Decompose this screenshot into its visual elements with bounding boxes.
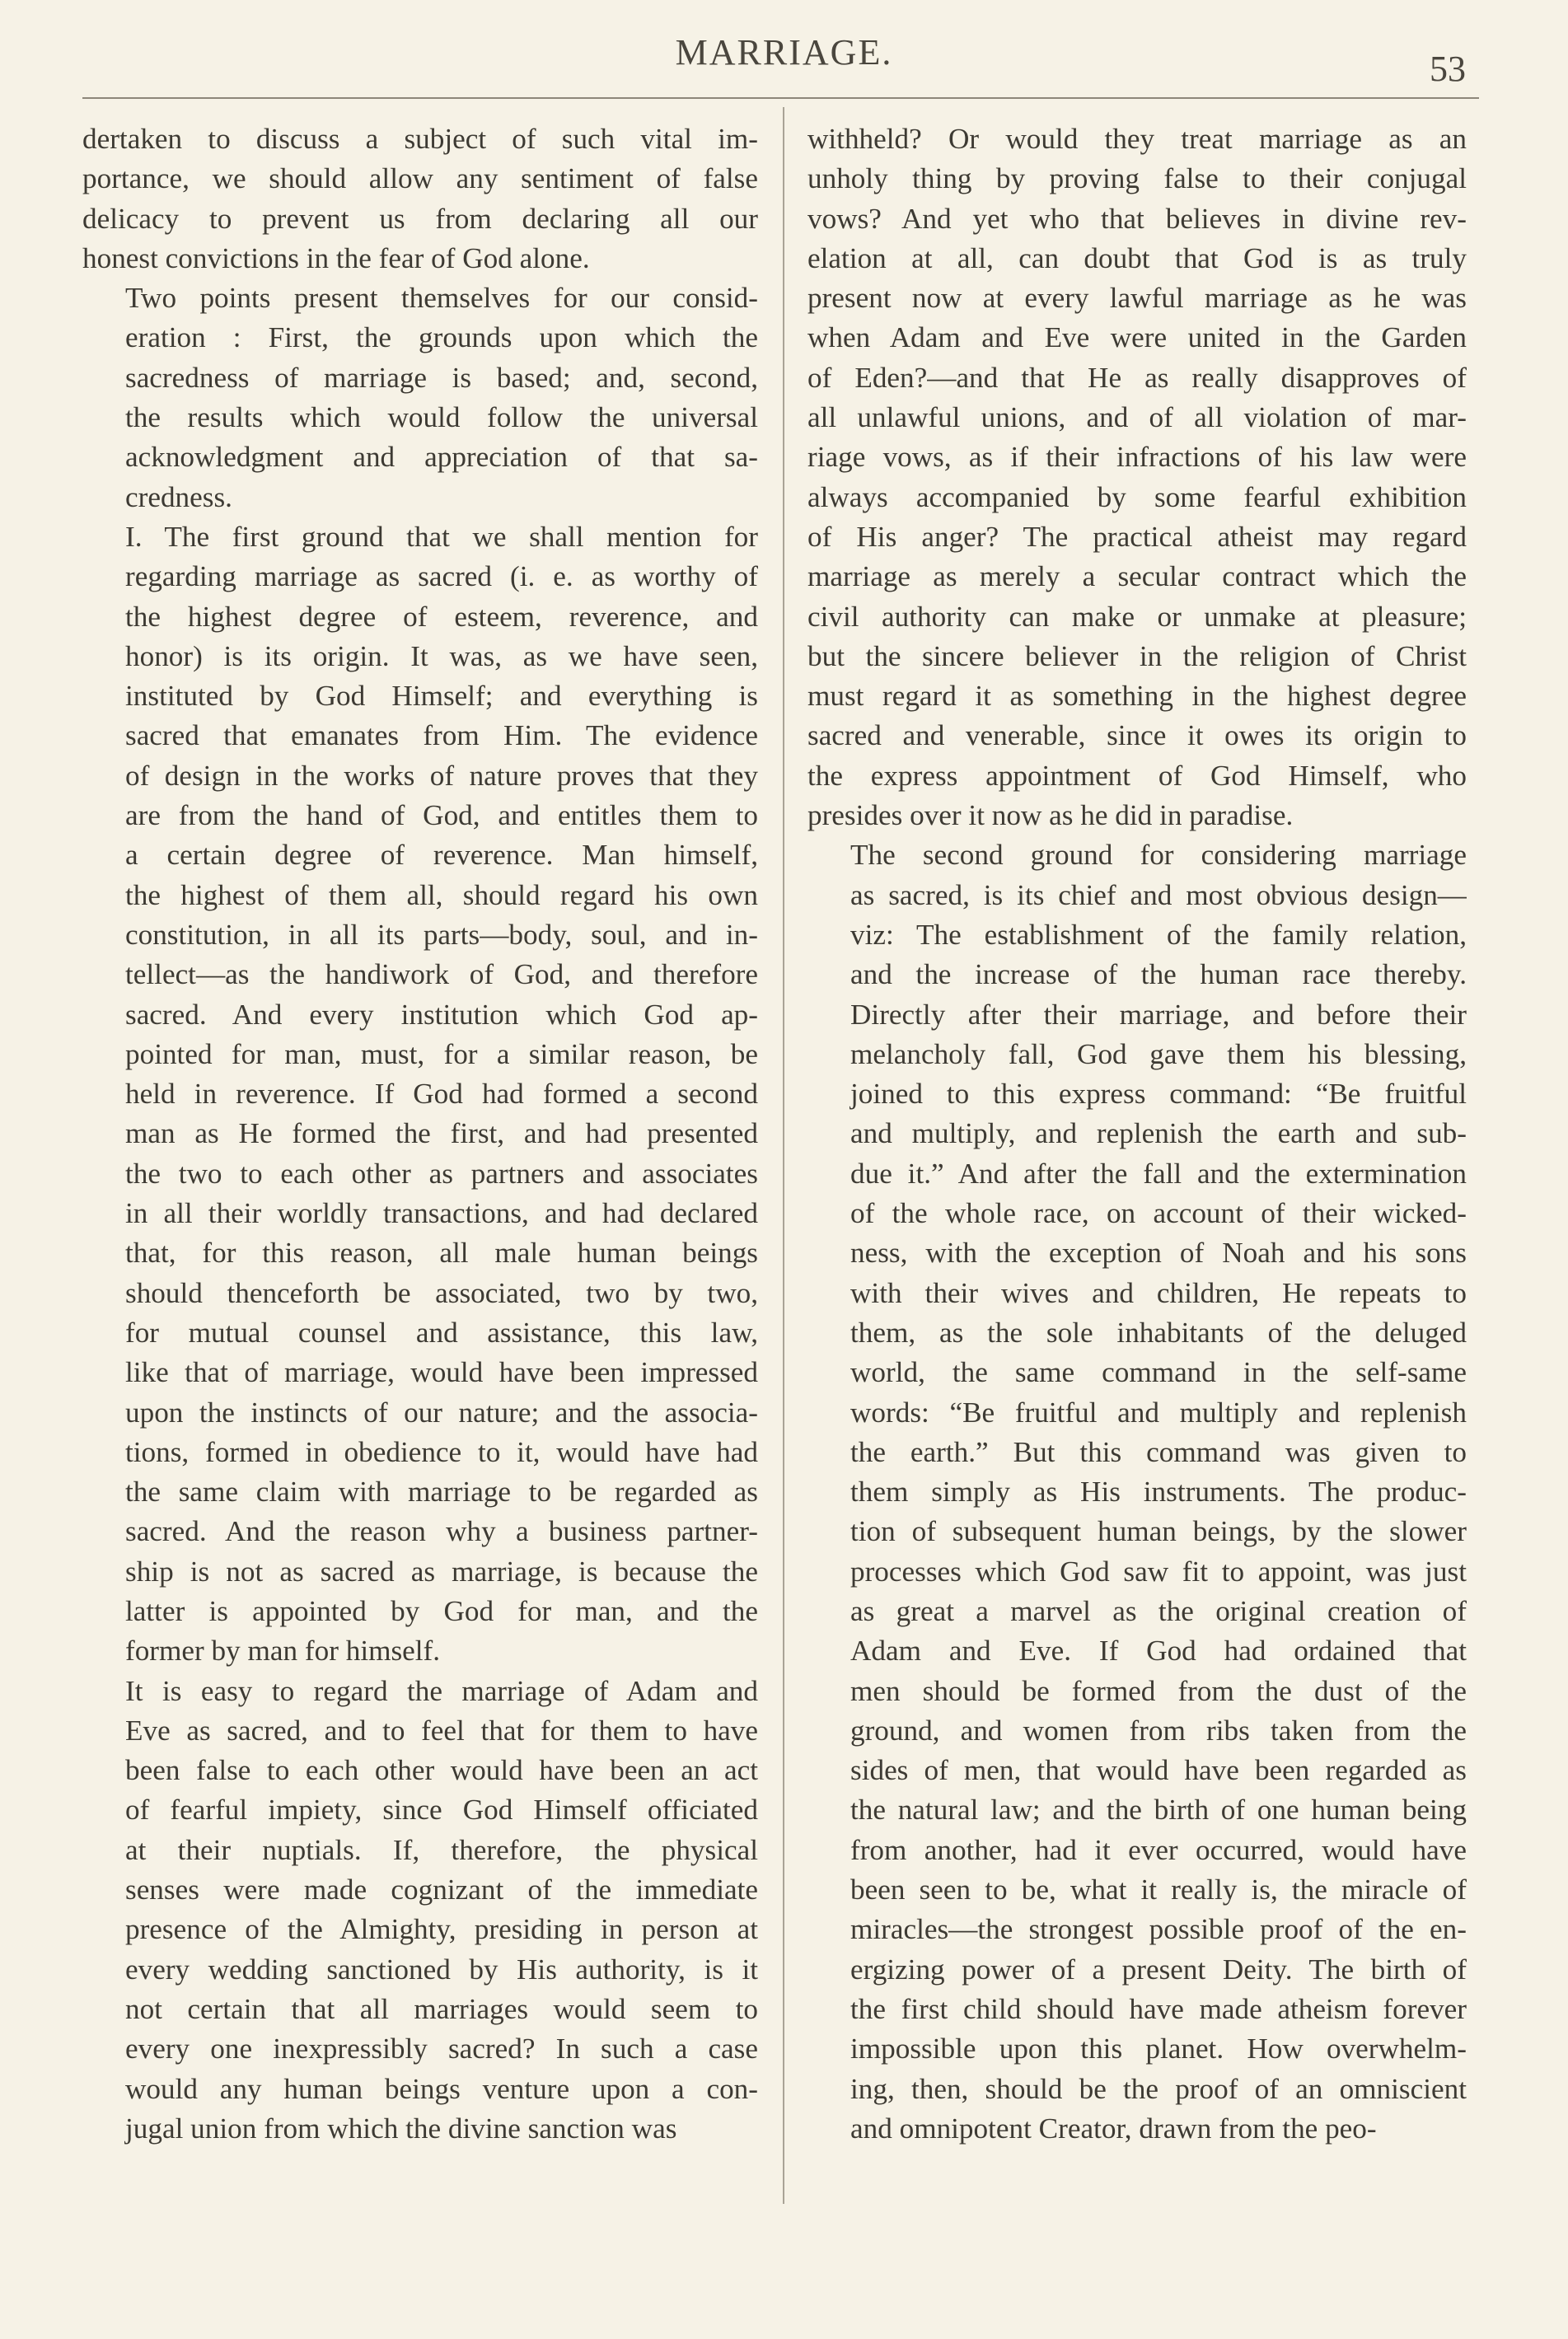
text-line: portance, we should allow any sentiment of false — [82, 162, 758, 195]
text-line: civil authority can make or unmake at pleasure; — [807, 600, 1467, 633]
text-line: the natural law; and the birth of one human being — [850, 1794, 1467, 1827]
text-line: dertaken to discuss a subject of such vital im- — [82, 123, 758, 155]
paragraph — [82, 278, 758, 517]
text-line: acknowledgment and appreciation of that sa- — [125, 441, 758, 474]
text-line: ing, then, should be the proof of an omniscient — [850, 2072, 1467, 2105]
text-line: a certain degree of reverence. Man himself, — [125, 839, 758, 872]
text-line: delicacy to prevent us from declaring all our — [82, 202, 758, 235]
text-line: that, for this reason, all male human beings — [125, 1237, 758, 1270]
text-line: for mutual counsel and assistance, this law, — [125, 1316, 758, 1349]
text-line: credness. — [125, 480, 232, 513]
text-line: ship is not as sacred as marriage, is because the — [125, 1555, 758, 1588]
text-line: men should be formed from the dust of the — [850, 1674, 1467, 1707]
text-line: and the increase of the human race thereby. — [850, 958, 1467, 991]
text-line: former by man for himself. — [125, 1635, 441, 1668]
text-line: as great a marvel as the original creation of — [850, 1594, 1467, 1627]
text-line: are from the hand of God, and entitles them to — [125, 799, 758, 832]
text-line: unholy thing by proving false to their conjugal — [807, 162, 1467, 195]
text-line: tion of subsequent human beings, by the slower — [850, 1515, 1467, 1548]
text-line: honor) is its origin. It was, as we have seen, — [125, 639, 758, 672]
text-line: due it.” And after the fall and the extermination — [850, 1157, 1467, 1190]
text-line: withheld? Or would they treat marriage as an — [807, 123, 1467, 155]
text-line: all unlawful unions, and of all violation of mar- — [807, 401, 1467, 434]
text-line: every wedding sanctioned by His authority, is it — [125, 1953, 758, 1986]
text-line: every one inexpressibly sacred? In such a case — [125, 2033, 758, 2065]
text-line: of design in the works of nature proves that they — [125, 759, 758, 792]
text-line: joined to this express command: “Be fruitful — [850, 1078, 1467, 1111]
text-line: must regard it as something in the highest degree — [807, 680, 1467, 713]
text-line: the first child should have made atheism forever — [850, 1992, 1467, 2025]
text-line: eration : First, the grounds upon which the — [125, 321, 758, 354]
text-line: words: “Be fruitful and multiply and replenish — [850, 1396, 1467, 1429]
paragraph — [807, 119, 1467, 835]
text-line: vows? And yet who that believes in divine rev- — [807, 202, 1467, 235]
text-line: pointed for man, must, for a similar reason, be — [125, 1037, 758, 1070]
text-line: been false to each other would have been an act — [125, 1754, 758, 1787]
text-line: should thenceforth be associated, two by two, — [125, 1276, 758, 1309]
text-line: man as He formed the first, and had presented — [125, 1117, 758, 1150]
text-line: miracles—the strongest possible proof of the en- — [850, 1913, 1467, 1946]
text-line: marriage as merely a secular contract which the — [807, 560, 1467, 593]
text-line: senses were made cognizant of the immediate — [125, 1874, 758, 1906]
text-line: been seen to be, what it really is, the miracle of — [850, 1874, 1467, 1906]
text-line: world, the same command in the self-same — [850, 1356, 1467, 1389]
text-line: with their wives and children, He repeats to — [850, 1276, 1467, 1309]
text-line: the same claim with marriage to be regarded as — [125, 1476, 758, 1509]
text-line: present now at every lawful marriage as he was — [807, 282, 1467, 315]
text-line: the results which would follow the universal — [125, 401, 758, 434]
text-line: sides of men, that would have been regarded as — [850, 1754, 1467, 1787]
paragraph — [82, 1672, 758, 2150]
text-line: ground, and women from ribs taken from the — [850, 1714, 1467, 1747]
page-number: 53 — [1430, 49, 1466, 89]
text-line: Eve as sacred, and to feel that for them to have — [125, 1714, 758, 1747]
text-line: them simply as His instruments. The produc- — [850, 1476, 1467, 1509]
text-line: in all their worldly transactions, and had declared — [125, 1197, 758, 1230]
text-line: jugal union from which the divine sanction was — [125, 2112, 677, 2145]
right-text-column — [807, 119, 1467, 2216]
column-divider — [783, 107, 784, 2204]
text-line: always accompanied by some fearful exhibition — [807, 480, 1467, 513]
text-line: the express appointment of God Himself, who — [807, 759, 1467, 792]
text-line: sacred that emanates from Him. The evidence — [125, 719, 758, 752]
text-line: ness, with the exception of Noah and his sons — [850, 1237, 1467, 1270]
paragraph — [82, 517, 758, 1672]
text-line: would any human beings venture upon a con- — [125, 2072, 758, 2105]
text-line: I. The first ground that we shall mention for — [125, 520, 758, 553]
text-line: sacred. And every institution which God ap- — [125, 998, 758, 1031]
text-line: upon the instincts of our nature; and the associa- — [125, 1396, 758, 1429]
text-line: tions, formed in obedience to it, would have had — [125, 1435, 758, 1468]
text-line: sacredness of marriage is based; and, second, — [125, 361, 758, 394]
text-line: elation at all, can doubt that God is as truly — [807, 241, 1467, 274]
text-line: ergizing power of a present Deity. The birth of — [850, 1953, 1467, 1986]
text-line: sacred. And the reason why a business partner- — [125, 1515, 758, 1548]
text-line: the highest of them all, should regard his own — [125, 878, 758, 911]
text-line: like that of marriage, would have been impressed — [125, 1356, 758, 1389]
text-line: presence of the Almighty, presiding in person at — [125, 1913, 758, 1946]
header-rule — [82, 97, 1479, 99]
text-line: tellect—as the handiwork of God, and therefore — [125, 958, 758, 991]
text-line: when Adam and Eve were united in the Garden — [807, 321, 1467, 354]
text-line: from another, had it ever occurred, would have — [850, 1833, 1467, 1866]
text-line: the highest degree of esteem, reverence, and — [125, 600, 758, 633]
text-line: of Eden?—and that He as really disapproves of — [807, 361, 1467, 394]
text-line: riage vows, as if their infractions of his law were — [807, 441, 1467, 474]
text-line: Two points present themselves for our consid- — [125, 282, 758, 315]
text-line: melancholy fall, God gave them his blessing, — [850, 1037, 1467, 1070]
text-line: impossible upon this planet. How overwhelm- — [850, 2033, 1467, 2065]
text-line: regarding marriage as sacred (i. e. as worthy of — [125, 560, 758, 593]
text-line: viz: The establishment of the family relation, — [850, 918, 1467, 951]
text-line: held in reverence. If God had formed a second — [125, 1078, 758, 1111]
text-line: as sacred, is its chief and most obvious design— — [850, 878, 1467, 911]
text-line: honest convictions in the fear of God alone. — [82, 241, 590, 274]
text-line: at their nuptials. If, therefore, the physical — [125, 1833, 758, 1866]
text-line: latter is appointed by God for man, and the — [125, 1594, 758, 1627]
text-line: processes which God saw fit to appoint, was just — [850, 1555, 1467, 1588]
running-title: MARRIAGE. — [675, 32, 893, 73]
left-text-column — [82, 119, 758, 2216]
text-line: and omnipotent Creator, drawn from the peo- — [850, 2112, 1377, 2145]
text-line: Directly after their marriage, and before their — [850, 998, 1467, 1031]
text-line: of His anger? The practical atheist may regard — [807, 520, 1467, 553]
text-line: and multiply, and replenish the earth and sub- — [850, 1117, 1467, 1150]
text-line: presides over it now as he did in paradise. — [807, 799, 1294, 832]
text-line: but the sincere believer in the religion of Christ — [807, 639, 1467, 672]
text-line: instituted by God Himself; and everything is — [125, 680, 758, 713]
text-line: It is easy to regard the marriage of Adam and — [125, 1674, 758, 1707]
text-line: of fearful impiety, since God Himself officiated — [125, 1794, 758, 1827]
text-line: not certain that all marriages would seem to — [125, 1992, 758, 2025]
text-line: Adam and Eve. If God had ordained that — [850, 1635, 1467, 1668]
text-line: sacred and venerable, since it owes its origin to — [807, 719, 1467, 752]
text-line: The second ground for considering marriage — [850, 839, 1467, 872]
text-line: the earth.” But this command was given to — [850, 1435, 1467, 1468]
paragraph — [82, 119, 758, 278]
text-line: of the whole race, on account of their wicked- — [850, 1197, 1467, 1230]
text-line: them, as the sole inhabitants of the deluged — [850, 1316, 1467, 1349]
text-line: constitution, in all its parts—body, soul, and in- — [125, 918, 758, 951]
text-line: the two to each other as partners and associates — [125, 1157, 758, 1190]
paragraph — [807, 835, 1467, 2149]
